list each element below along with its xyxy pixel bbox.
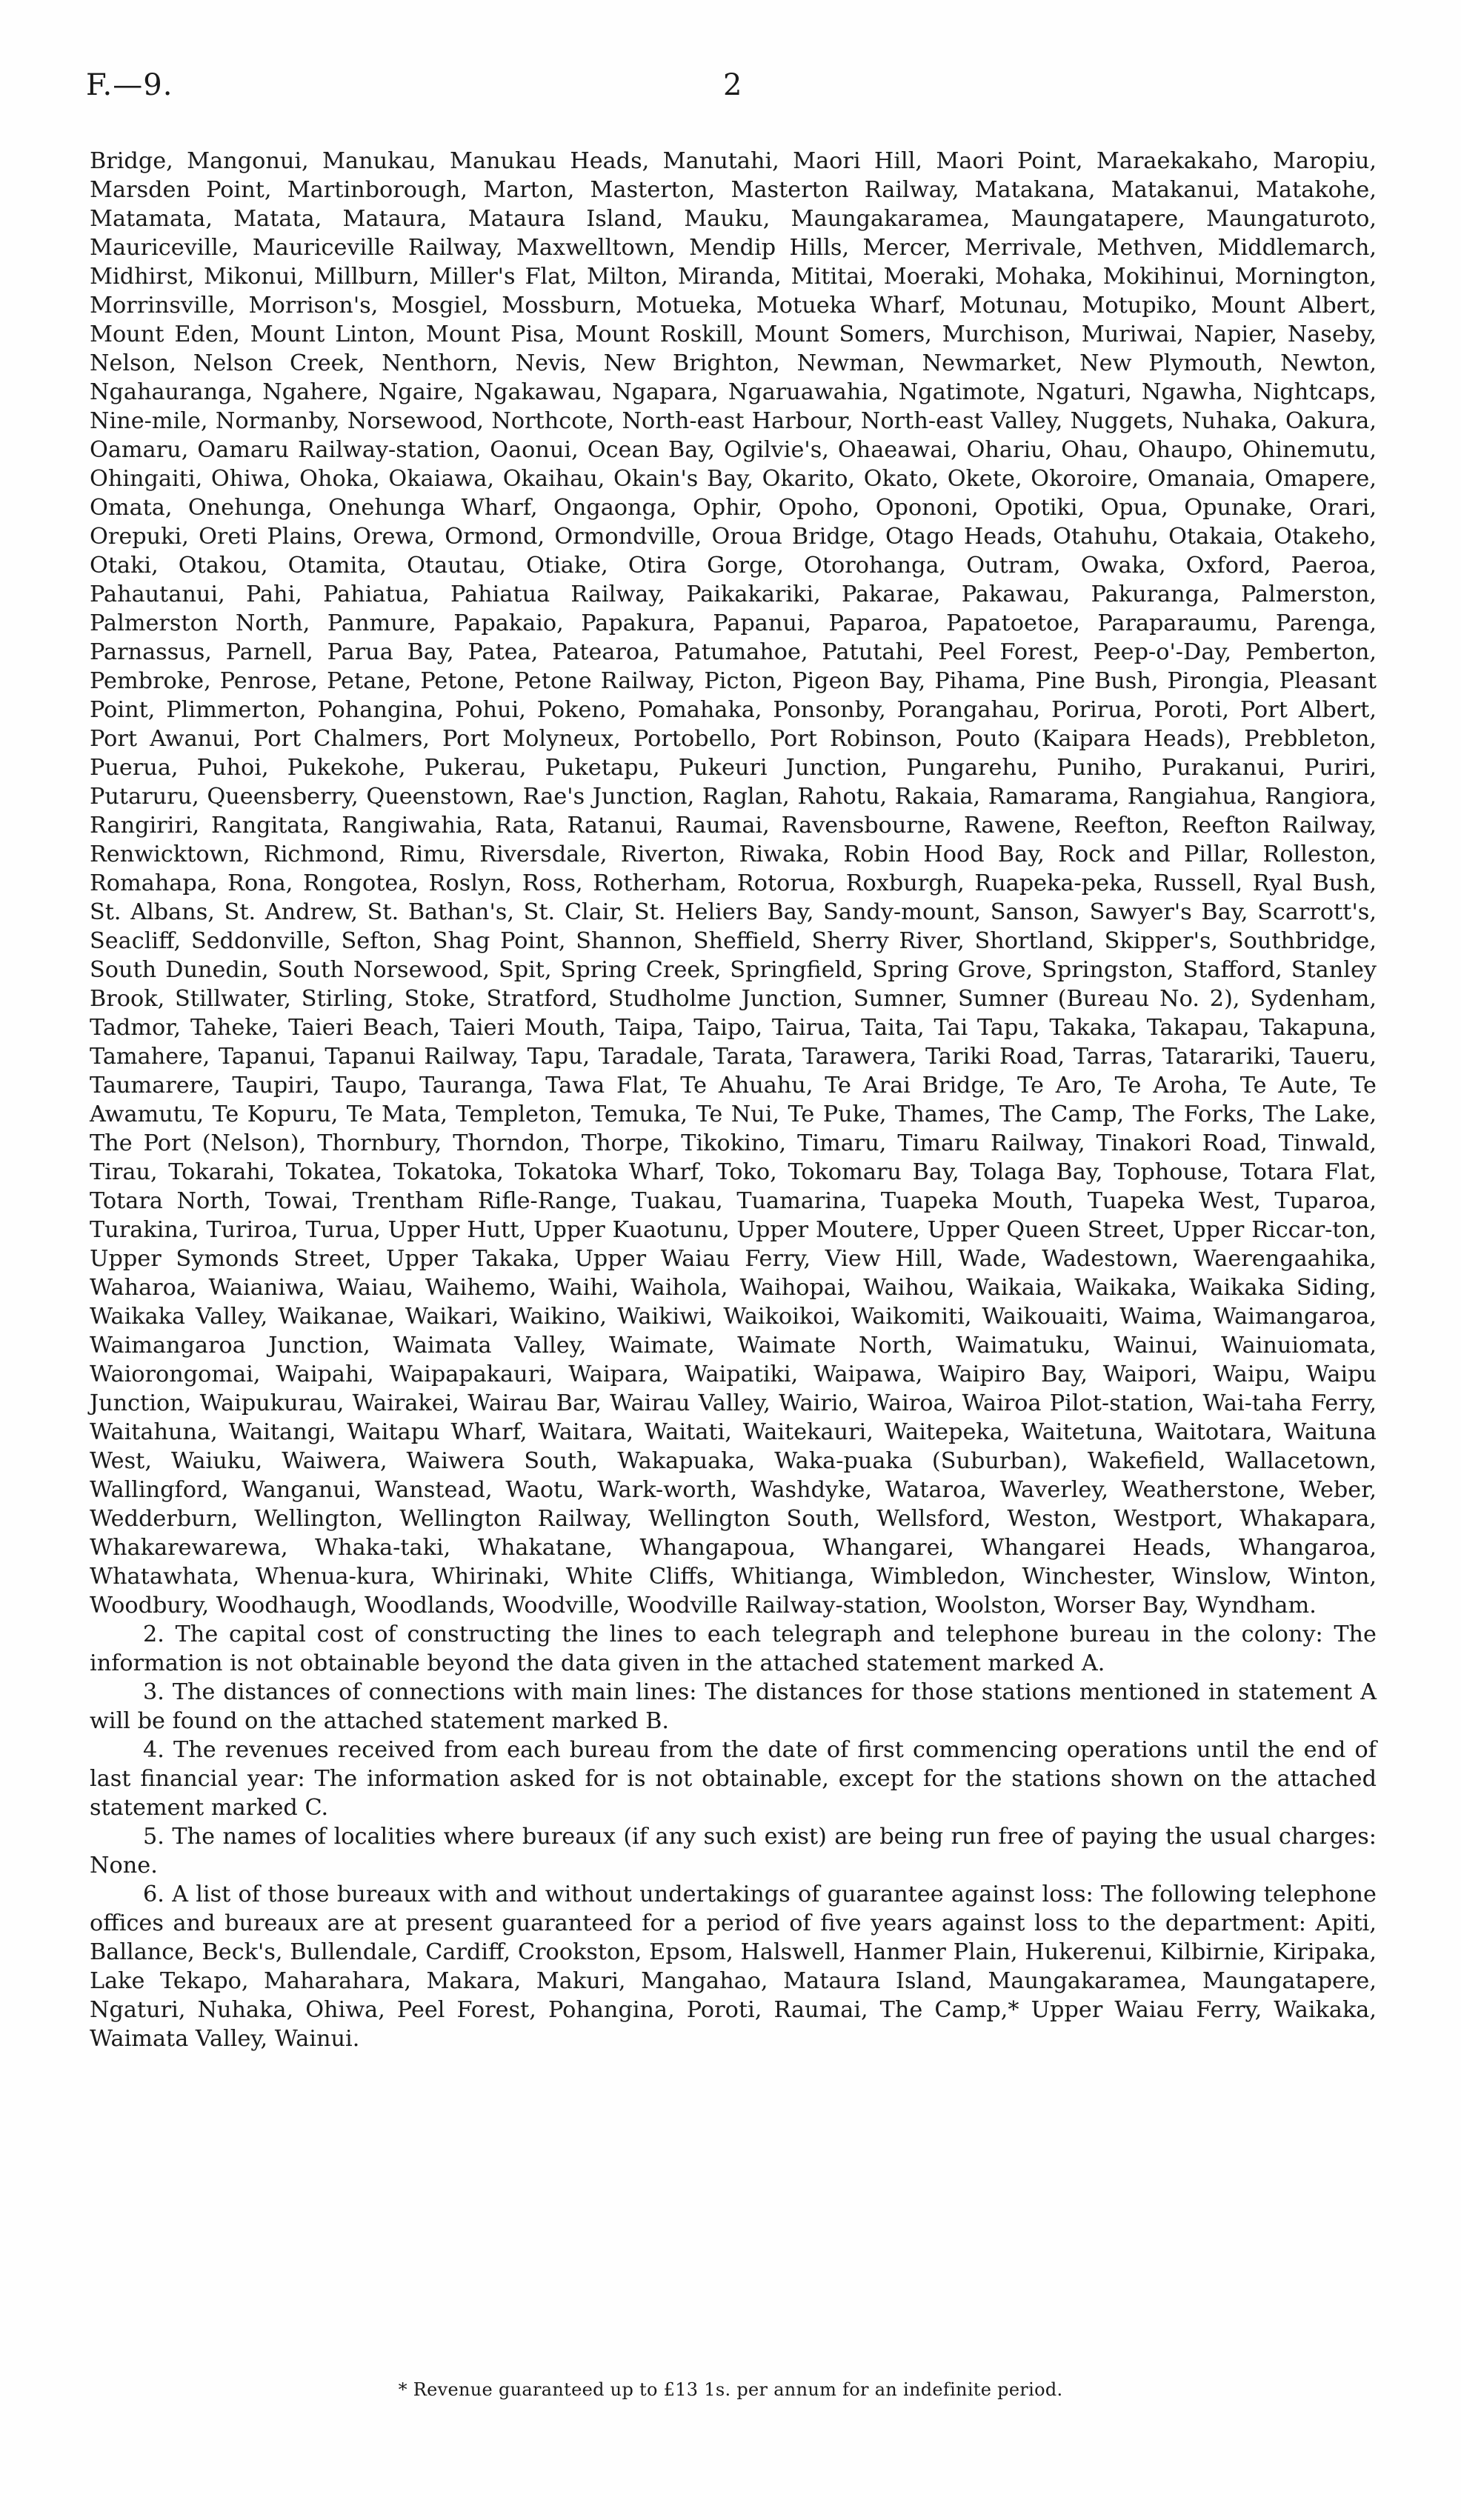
page-number: 2 (723, 68, 742, 102)
answer-distances: 3. The distances of connections with main lines: The distances for those stations mentioned in statement A will be found on the attached statement marked B. (90, 1679, 1377, 1734)
locality-list-paragraph: Bridge, Mangonui, Manukau, Manukau Heads, Manutahi, Maori Hill, Maori Point, Maraekakaho, Maropiu, Marsden Point, Martinborough, Marton, Masterton, Masterton Railway, Matakana, Matakanui, Matakohe, Matamata, Matata, Mataura, Mataura Island, Mauku, Maungakaramea, Maungatapere, Maungaturoto, Mauriceville, Mauriceville Railway, Maxwelltown, Mendip Hills, Mercer, Merrivale, Methven, Middlemarch, Midhirst, Mikonui, Millburn, Miller's Flat, Milton, Miranda, Mititai, Moeraki, Mohaka, Mokihinui, Mornington, Morrinsville, Morrison's, Mosgiel, Mossburn, Motueka, Motueka Wharf, Motunau, Motupiko, Mount Albert, Mount Eden, Mount Linton, Mount Pisa, Mount Roskill, Mount Somers, Murchison, Muriwai, Napier, Naseby, Nelson, Nelson Creek, Nenthorn, Nevis, New Brighton, Newman, Newmarket, New Plymouth, Newton, Ngahauranga, Ngahere, Ngaire, Ngakawau, Ngapara, Ngaruawahia, Ngatimote, Ngaturi, Ngawha, Nightcaps, Nine-mile, Normanby, Norsewood, Northcote, North-east Harbour, North-east Valley, Nuggets, Nuhaka, Oakura, Oamaru, Oamaru Railway-station, Oaonui, Ocean Bay, Ogilvie's, Ohaeawai, Ohariu, Ohau, Ohaupo, Ohinemutu, Ohingaiti, Ohiwa, Ohoka, Okaiawa, Okaihau, Okain's Bay, Okarito, Okato, Okete, Okoroire, Omanaia, Omapere, Omata, Onehunga, Onehunga Wharf, Ongaonga, Ophir, Opoho, Opononi, Opotiki, Opua, Opunake, Orari, Orepuki, Oreti Plains, Orewa, Ormond, Ormondville, Oroua Bridge, Otago Heads, Otahuhu, Otakaia, Otakeho, Otaki, Otakou, Otamita, Otautau, Otiake, Otira Gorge, Otorohanga, Outram, Owaka, Oxford, Paeroa, Pahautanui, Pahi, Pahiatua, Pahiatua Railway, Paikakariki, Pakarae, Pakawau, Pakuranga, Palmerston, Palmerston North, Panmure, Papakaio, Papakura, Papanui, Paparoa, Papatoetoe, Paraparaumu, Parenga, Parnassus, Parnell, Parua Bay, Patea, Patearoa, Patumahoe, Patutahi, Peel Forest, Peep-o'-Day, Pemberton, Pembroke, Penrose, Petane, Petone, Petone Railway, Picton, Pigeon Bay, Pihama, Pine Bush, Pirongia, Pleasant Point, Plimmerton, Pohangina, Pohui, Pokeno, Pomahaka, Ponsonby, Porangahau, Porirua, Poroti, Port Albert, Port Awanui, Port Chalmers, Port Molyneux, Portobello, Port Robinson, Pouto (Kaipara Heads), Prebbleton, Puerua, Puhoi, Pukekohe, Pukerau, Puketapu, Pukeuri Junction, Pungarehu, Puniho, Purakanui, Puriri, Putaruru, Queensberry, Queenstown, Rae's Junction, Raglan, Rahotu, Rakaia, Ramarama, Rangiahua, Rangiora, Rangiriri, Rangitata, Rangiwahia, Rata, Ratanui, Raumai, Ravensbourne, Rawene, Reefton, Reefton Railway, Renwicktown, Richmond, Rimu, Riversdale, Riverton, Riwaka, Robin Hood Bay, Rock and Pillar, Rolleston, Romahapa, Rona, Rongotea, Roslyn, Ross, Rotherham, Rotorua, Roxburgh, Ruapeka-peka, Russell, Ryal Bush, St. Albans, St. Andrew, St. Bathan's, St. Clair, St. Heliers Bay, Sandy-mount, Sanson, Sawyer's Bay, Scarrott's, Seacliff, Seddonville, Sefton, Shag Point, Shannon, Sheffield, Sherry River, Shortland, Skipper's, Southbridge, South Dunedin, South Norsewood, Spit, Spring Creek, Springfield, Spring Grove, Springston, Stafford, Stanley Brook, Stillwater, Stirling, Stoke, Stratford, Studholme Junction, Sumner, Sumner (Bureau No. 2), Sydenham, Tadmor, Taheke, Taieri Beach, Taieri Mouth, Taipa, Taipo, Tairua, Taita, Tai Tapu, Takaka, Takapau, Takapuna, Tamahere, Tapanui, Tapanui Railway, Tapu, Taradale, Tarata, Tarawera, Tariki Road, Tarras, Tatarariki, Taueru, Taumarere, Taupiri, Taupo, Tauranga, Tawa Flat, Te Ahuahu, Te Arai Bridge, Te Aro, Te Aroha, Te Aute, Te Awamutu, Te Kopuru, Te Mata, Templeton, Temuka, Te Nui, Te Puke, Thames, The Camp, The Forks, The Lake, The Port (Nelson), Thornbury, Thorndon, Thorpe, Tikokino, Timaru, Timaru Railway, Tinakori Road, Tinwald, Tirau, Tokarahi, Tokatea, Tokatoka, Tokatoka Wharf, Toko, Tokomaru Bay, Tolaga Bay, Tophouse, Totara Flat, Totara North, Towai, Trentham Rifle-Range, Tuakau, Tuamarina, Tuapeka Mouth, Tuapeka West, Tuparoa, Turakina, Turiroa, Turua, Upper Hutt, Upper Kuaotunu, Upper Moutere, Upper Queen Street, Upper Riccar-ton, Upper Symonds Street, Upper Takaka, Upper Waiau Ferry, View Hill, Wade, Wadestown, Waerengaahika, Waharoa, Waianiwa, Waiau, Waihemo, Waihi, Waihola, Waihopai, Waihou, Waikaia, Waikaka, Waikaka Siding, Waikaka Valley, Waikanae, Waikari, Waikino, Waikiwi, Waikoikoi, Waikomiti, Waikouaiti, Waima, Waimangaroa, Waimangaroa Junction, Waimata Valley, Waimate, Waimate North, Waimatuku, Wainui, Wainuiomata, Waiorongomai, Waipahi, Waipapakauri, Waipara, Waipatiki, Waipawa, Waipiro Bay, Waipori, Waipu, Waipu Junction, Waipukurau, Wairakei, Wairau Bar, Wairau Valley, Wairio, Wairoa, Wairoa Pilot-station, Wai-taha Ferry, Waitahuna, Waitangi, Waitapu Wharf, Waitara, Waitati, Waitekauri, Waitepeka, Waitetuna, Waitotara, Waituna West, Waiuku, Waiwera, Waiwera South, Wakapuaka, Waka-puaka (Suburban), Wakefield, Wallacetown, Wallingford, Wanganui, Wanstead, Waotu, Wark-worth, Washdyke, Wataroa, Waverley, Weatherstone, Weber, Wedderburn, Wellington, Wellington Railway, Wellington South, Wellsford, Weston, Westport, Whakapara, Whakarewarewa, Whaka-taki, Whakatane, Whangapoua, Whangarei, Whangarei Heads, Whangaroa, Whatawhata, Whenua-kura, Whirinaki, White Cliffs, Whitianga, Wimbledon, Winchester, Winslow, Winton, Woodbury, Woodhaugh, Woodlands, Woodville, Woodville Railway-station, Woolston, Worser Bay, Wyndham. (90, 148, 1377, 1619)
footnote: * Revenue guaranteed up to £13 1s. per annum for an indefinite period. (398, 2379, 1063, 2400)
answer-revenues: 4. The revenues received from each bureau from the date of first commencing operations until the end of last financial year: The information asked for is not obtainable, except for the stations shown on the attached statement marked C. (90, 1737, 1377, 1821)
document-reference: F.—9. (86, 68, 173, 102)
answer-guarantee-list: 6. A list of those bureaux with and without undertakings of guarantee against loss: The following telephone offices and bureaux are at present guaranteed for a period of five years against loss to the department: Apiti, Ballance, Beck's, Bullendale, Cardiff, Crookston, Epsom, Halswell, Hanmer Plain, Hukerenui, Kilbirnie, Kiripaka, Lake Tekapo, Maharahara, Makara, Makuri, Mangahao, Mataura Island, Maungakaramea, Maungatapere, Ngaturi, Nuhaka, Ohiwa, Peel Forest, Pohangina, Poroti, Raumai, The Camp,* Upper Waiau Ferry, Waikaka, Waimata Valley, Wainui. (90, 1881, 1377, 2052)
page-header (86, 68, 1390, 113)
answer-capital-cost: 2. The capital cost of constructing the lines to each telegraph and telephone bureau in the colony: The information is not obtainable beyond the data given in the attached statement marked A. (90, 1621, 1377, 1676)
answer-free-bureaux: 5. The names of localities where bureaux (if any such exist) are being run free of paying the usual charges: None. (90, 1824, 1377, 1879)
document-body (90, 147, 1377, 2053)
